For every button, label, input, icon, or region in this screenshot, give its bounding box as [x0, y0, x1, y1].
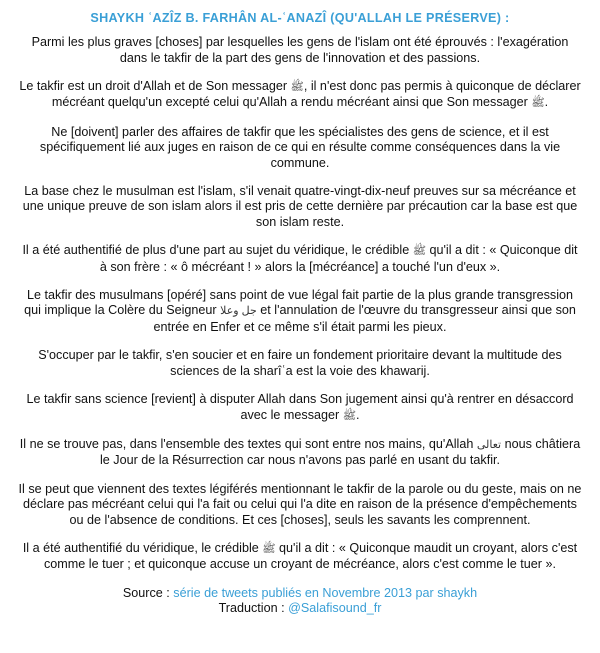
- source-label: Source :: [122, 585, 170, 600]
- salawat-icon: ﷺ: [412, 245, 427, 258]
- taala-icon: تعالى: [476, 438, 502, 451]
- paragraph-2-text-b: , il n'est donc pas permis à quiconque de déclarer mécréant quelqu'un excepté celui qu'Allah a rendu mécréant ainsi que Son messager: [51, 78, 581, 110]
- paragraph-3-text: Ne [doivent] parler des affaires de takfir que les spécialistes des gens de science, et il est spécifiquement lié aux juges en raison de ce qui en résulte comme conséquences dans la vie commune.: [39, 124, 561, 170]
- paragraph-6-text-b: et l'annulation de l'œuvre du transgresseur ainsi que son entrée en Enfer et ce même s'il était parmi les pieux.: [153, 303, 576, 334]
- paragraph-4-text: La base chez le musulman est l'islam, s'il venait quatre-vingt-dix-neuf preuves sur sa mécréance et une unique preuve de son islam alors il est pris de cette dernière par précaution car la base est que son islam reste.: [22, 183, 578, 229]
- translation-label: Traduction :: [218, 601, 285, 616]
- translation-line: [18, 601, 582, 617]
- paragraph-1: [18, 35, 582, 66]
- paragraph-11: [18, 541, 582, 573]
- paragraph-5-text-a: Il a été authentifié de plus d'une part au sujet du véridique, le crédible: [22, 243, 410, 258]
- paragraph-6: [18, 288, 582, 336]
- paragraph-10: [18, 482, 582, 529]
- paragraph-5-text-b: qu'il a dit : « Quiconque dit à son frère : « ô mécréant ! » alors la [mécréance] a touché l'un d'eux ».: [99, 243, 578, 274]
- paragraph-9-text-b: nous châtiera le Jour de la Résurrection car nous n'avons pas parlé en usant du takfir.: [99, 436, 581, 468]
- paragraph-4: [18, 184, 582, 231]
- paragraph-7-text: S'occuper par le takfir, s'en soucier et en faire un fondement prioritaire devant la multitude des sciences de la sharîʿa est la voie des khawarij.: [38, 348, 562, 378]
- paragraph-2-text-c: .: [544, 95, 549, 110]
- source-block: [18, 586, 582, 617]
- page-title: SHAYKH ʿAZÎZ B. FARHÂN AL-ʿANAZÎ (QU'ALLAH LE PRÉSERVE) :: [90, 11, 510, 25]
- paragraph-6-text-a: Le takfir des musulmans [opéré] sans point de vue légal fait partie de la plus grande transgression qui implique la Colère du Seigneur: [24, 287, 574, 318]
- translation-handle-link[interactable]: @Salafisound_fr: [288, 601, 382, 616]
- salawat-icon: ﷺ: [290, 80, 304, 93]
- salawat-icon: ﷺ: [531, 97, 545, 110]
- paragraph-7: [18, 348, 582, 379]
- paragraph-9: [18, 437, 582, 469]
- paragraph-10-text: Il se peut que viennent des textes légiférés mentionnant le takfir de la parole ou du geste, mais on ne déclare pas mécréant celui qui l'a fait ou celui qui l'a dite en raison de la présence d'empêchements ou de l'absence de conditions. Et ces [choses], seuls les savants les comprennent.: [18, 481, 582, 527]
- paragraph-11-text-b: qu'il a dit : « Quiconque maudit un croyant, alors c'est comme le tuer ; et quiconque accuse un croyant de mécréance, alors c'est comme le tuer ».: [43, 540, 578, 572]
- salawat-icon: ﷺ: [342, 409, 356, 422]
- paragraph-2-text-a: Le takfir est un droit d'Allah et de Son messager: [19, 78, 288, 93]
- paragraph-5: [18, 243, 582, 275]
- paragraph-9-text-a: Il ne se trouve pas, dans l'ensemble des textes qui sont entre nos mains, qu'Allah: [19, 436, 474, 451]
- paragraph-8: [18, 392, 582, 424]
- paragraph-11-text-a: Il a été authentifié du véridique, le crédible: [22, 540, 259, 555]
- paragraph-2: [18, 79, 582, 112]
- jalla-wa-ala-icon: جل وعلا: [220, 305, 257, 318]
- paragraph-8-text-a: Le takfir sans science [revient] à disputer Allah dans Son jugement ainsi qu'à rentrer en désaccord avec le messager: [26, 392, 574, 422]
- salawat-icon: ﷺ: [262, 542, 276, 555]
- source-line: [18, 586, 582, 602]
- paragraph-8-text-b: .: [356, 407, 360, 422]
- paragraph-1-text: Parmi les plus graves [choses] par lesquelles les gens de l'islam ont été éprouvés : l'exagération dans le takfir de la part des gens de l'innovation et des passions.: [31, 35, 569, 65]
- paragraph-3: [18, 125, 582, 172]
- source-link[interactable]: série de tweets publiés en Novembre 2013 par shaykh: [173, 585, 478, 600]
